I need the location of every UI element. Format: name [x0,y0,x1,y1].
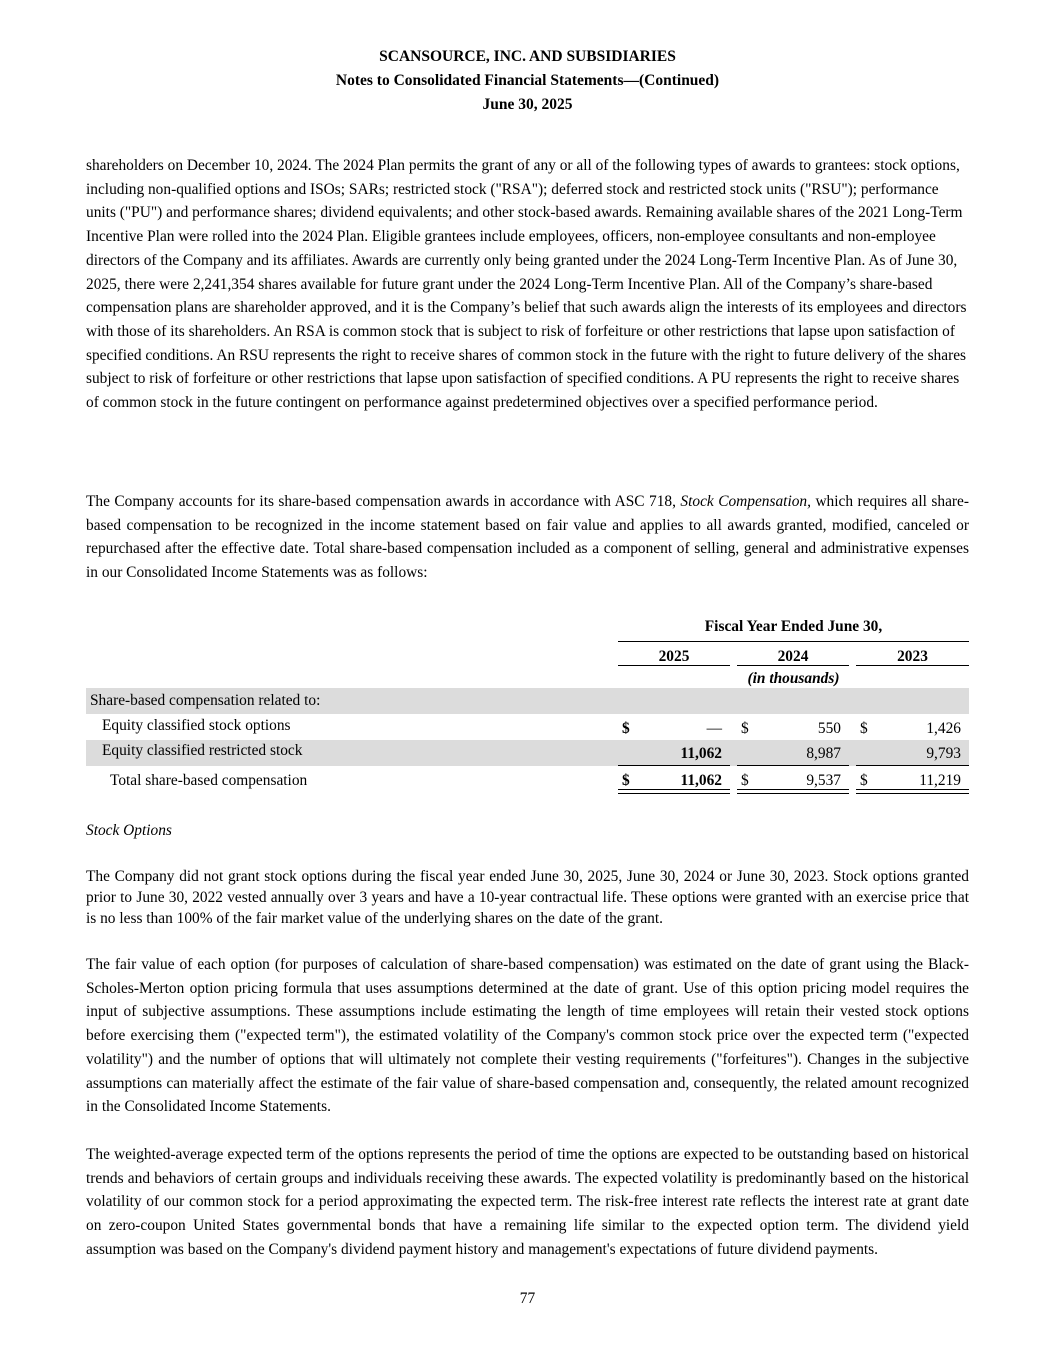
total-double-rule [856,789,969,794]
page-number: 77 [519,1290,536,1307]
value-2025: — [706,720,722,737]
value-2025: 11,062 [680,772,722,789]
section-label: Share-based compensation related to: [90,692,321,709]
row-label: Total share-based compensation [110,772,308,789]
year-rule [856,665,969,666]
company-name: SCANSOURCE, INC. AND SUBSIDIARIES [379,48,676,65]
year-header-2023: 2023 [897,648,928,665]
paragraph-asc718-end: which requires all share-based compensation to be recognized in the income statement based on fair value and applies to all awards granted, modified, canceled or repurchased after the effective date. Total share-based compensation included as a component of selling, general and administrative expenses in our Consolidated Income Statements was as follows: [86,493,969,582]
paragraph-asc718 [86,490,969,585]
year-rule [737,665,849,666]
subtotal-rule [856,765,969,766]
value-2025: 11,062 [680,745,722,762]
units-label: (in thousands) [747,670,840,687]
currency-symbol: $ [741,772,749,789]
document-subtitle: Notes to Consolidated Financial Statements—(Continued) [335,72,720,89]
section-heading-stock-options: Stock Options [86,822,172,839]
subtotal-rule [737,765,849,766]
year-header-2025: 2025 [658,648,690,665]
paragraph-no-grants: The Company did not grant stock options during the fiscal year ended June 30, 2025, June 30, 2024 or June 30, 2023. Stock options granted prior to June 30, 2022 vested annually over 3 years and have a 10-year contractual life. These options were granted with an exercise price that is no less than 100% of the fair market value of the underlying shares on the date of the grant. [86,868,969,927]
currency-symbol: $ [622,720,630,737]
paragraph-plan-description: shareholders on December 10, 2024. The 2024 Plan permits the grant of any or all of the following types of awards to grantees: stock options, including non-qualified options and ISOs; SARs; restricted stock ("RSA"); deferred stock and restricted stock units ("RSU"); performance units ("PU") and performance shares; dividend equivalents; and other stock-based awards. Remaining available shares of the 2021 Long-Term Incentive Plan were rolled into the 2024 Plan. Eligible grantees include employees, officers, non-employee consultants and non-employee directors of the Company and its affiliates. Awards are currently only being granted under the 2024 Long-Term Incentive Plan. As of June 30, 2025, there were 2,241,354 shares available for future grant under the 2024 Long-Term Incentive Plan. All of the Company’s share-based compensation plans are shareholder approved, and it is the Company’s belief that such awards align the interests of its employees and directors with those of its shareholders. An RSA is common stock that is subject to risk of forfeiture or other restrictions that lapse upon satisfaction of specified conditions. An RSU represents the right to receive shares of common stock in the future with the right to future delivery of the shares subject to risk of forfeiture or other restrictions that lapse upon satisfaction of specified conditions. A PU represents the right to receive shares of common stock in the future contingent on performance against predetermined objectives over a specified performance period. [86,157,967,412]
value-2024: 550 [817,720,841,737]
paragraph-asc718-italic: Stock Compensation, [680,493,811,510]
period-header: Fiscal Year Ended June 30, [704,618,883,635]
paragraph-expected-term: The weighted-average expected term of the options represents the period of time the options are expected to be outstanding based on historical trends and behaviors of certain groups and individuals receiving these awards. The expected volatility is predominantly based on the historical volatility of our common stock for a period approximating the expected term. The risk-free interest rate reflects the interest rate at grant date on zero-coupon United States governmental bonds that have a remaining life similar to the expected option term. The dividend yield assumption was based on the Company's dividend payment history and management's expectations of future dividend payments. [86,1146,969,1258]
paragraph-fair-value: The fair value of each option (for purposes of calculation of share-based compensation) was estimated on the date of grant using the Black-Scholes-Merton option pricing formula that uses assumptions determined at the date of grant. Use of this option pricing model requires the input of subjective assumptions. These assumptions include estimating the length of time employees will retain their vested stock options before exercising them ("expected term"), the estimated volatility of the Company's common stock price over the expected term ("expected volatility") and the number of options that will ultimately not complete their vesting requirements ("forfeitures"). Changes in the subjective assumptions can materially affect the estimate of the fair value of share-based compensation and, consequently, the related amount recognized in the Consolidated Income Statements. [86,956,969,1116]
total-double-rule [618,789,730,794]
year-rule [618,665,730,666]
value-2023: 1,426 [926,720,961,737]
currency-symbol: $ [860,772,868,789]
row-label: Equity classified restricted stock [102,742,303,759]
currency-symbol: $ [860,720,868,737]
value-2023: 9,793 [926,745,961,762]
document-date: June 30, 2025 [482,96,573,113]
value-2023: 11,219 [919,772,961,789]
period-header-rule [618,641,969,642]
paragraph-asc718-start: The Company accounts for its share-based compensation awards in accordance with ASC 718, [86,493,681,510]
table-section-row [86,688,969,714]
currency-symbol: $ [741,720,749,737]
value-2024: 8,987 [806,745,841,762]
total-double-rule [737,789,849,794]
row-label: Equity classified stock options [102,717,291,734]
subtotal-rule [618,765,730,766]
table-row [86,714,969,740]
year-header-2024: 2024 [777,648,809,665]
table-row [86,740,969,766]
currency-symbol: $ [622,772,630,789]
value-2024: 9,537 [806,772,841,789]
